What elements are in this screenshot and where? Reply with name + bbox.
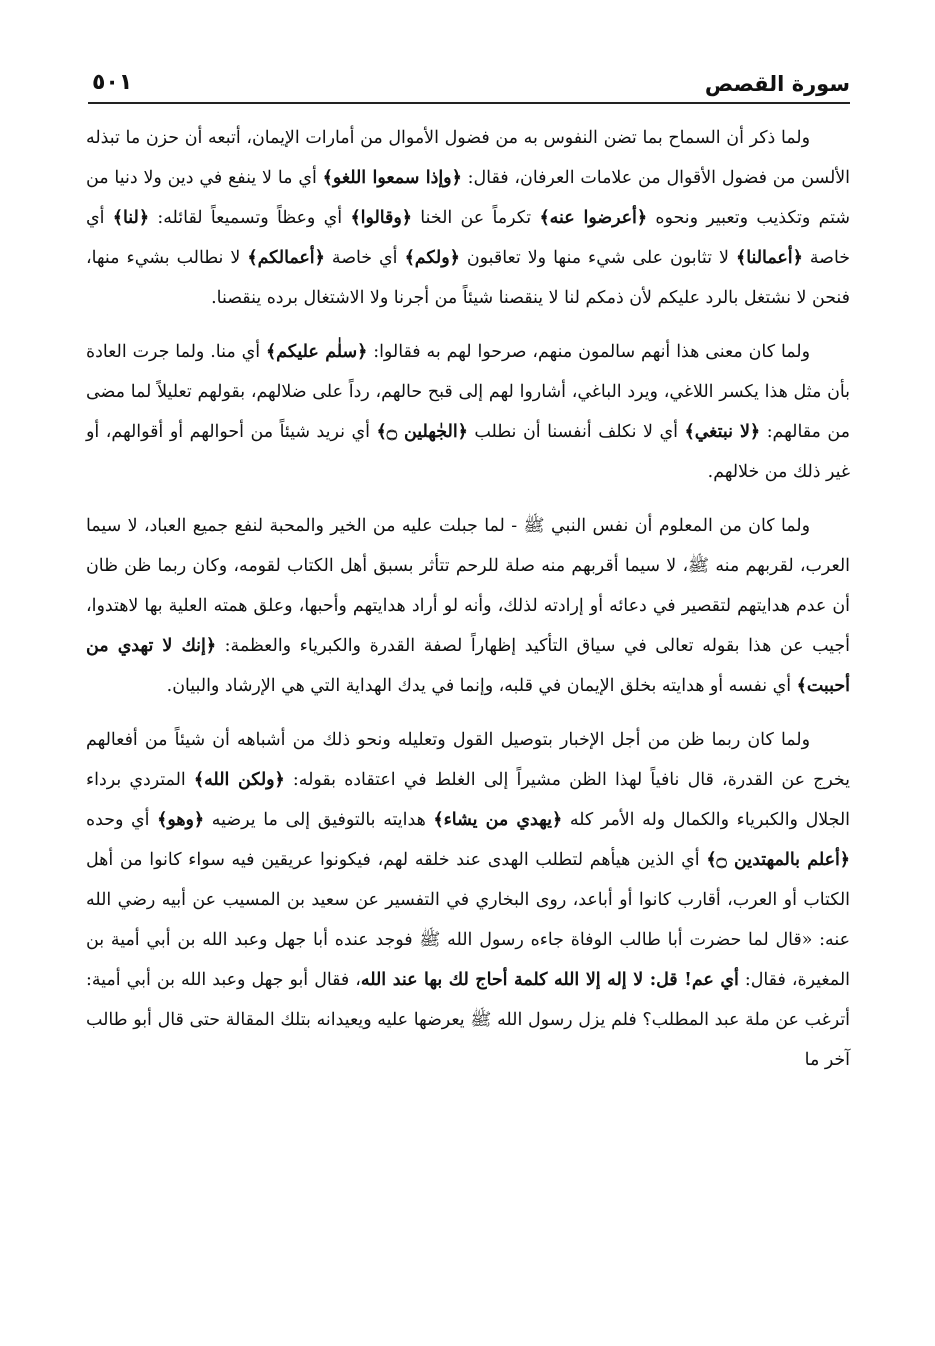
quran-quote: ﴿إنك لا تهدي من أحببت﴾ xyxy=(86,636,850,696)
quran-quote: ﴿لا نبتغي﴾ xyxy=(684,422,761,442)
paragraph xyxy=(86,506,850,706)
quran-quote: ﴿أعمالنا﴾ xyxy=(736,248,803,268)
text-segment: لا نطالب بشيء منها، فنحن لا نشتغل بالرد عليكم لأن ذمكم لنا لا ينقصنا شيئاً من أجرنا ولا الاشتغال برده ينقصنا. xyxy=(86,248,850,308)
quran-quote: ﴿أعمالكم﴾ xyxy=(247,248,325,268)
text-segment: أي نريد شيئاً من أحوالهم أو أقوالهم، أو غير ذلك من خلالهم. xyxy=(86,422,850,482)
text-segment: ولما كان ربما ظن من أجل الإخبار بتوصيل القول وتعليله ونحو ذلك من أشباهه أن شيئاً من أفعالهم يخرج عن القدرة، قال نافياً لهذا الظن مشيراً إلى الغلط في اعتقاده بقوله: xyxy=(86,730,850,790)
quran-quote: ﴿سلٰم عليكم﴾ xyxy=(265,342,368,362)
text-segment: تكرماً عن الخنا xyxy=(411,208,540,228)
text-segment: أي نفسه أو هدايته بخلق الإيمان في قلبه، وإنما في يدك الهداية التي هي الإرشاد والبيان. xyxy=(166,676,797,696)
text-segment: أي منا. ولما جرت العادة بأن مثل هذا يكسر اللاغي، ويرد الباغي، أشاروا لهم إلى قبح حالهم، رداً على ضلالهم، بقولهم تعليلاً لما مضى من مقالهم: xyxy=(86,342,850,442)
quran-quote: أي عم! قل: لا إله إلا الله كلمة أحاج لك بها عند الله xyxy=(360,970,739,990)
text-segment: أي ما لا ينفع في دين ولا دنيا من شتم وتكذيب وتعبير ونحوه xyxy=(86,168,850,228)
quran-quote: ﴿وقالوا﴾ xyxy=(350,208,412,228)
quran-quote: ﴿وإذا سمعوا اللغو﴾ xyxy=(322,168,462,188)
text-segment: ولما ذكر أن السماح بما تضن النفوس به من فضول الأموال من أمارات الإيمان، أتبعه أن حزن ما تبذله الألسن من فضول الأقوال من علامات العرفان، فقال: xyxy=(86,128,850,188)
paragraph xyxy=(86,118,850,318)
text-segment: أي وعظاً وتسميعاً لقائله: xyxy=(149,208,351,228)
quran-quote: ﴿الجٰهلين ۝﴾ xyxy=(376,422,468,442)
text-segment: هدايته بالتوفيق إلى ما يرضيه xyxy=(204,810,434,830)
text-segment: أي وحده xyxy=(86,810,158,830)
text-segment: أي خاصة xyxy=(324,248,405,268)
paragraph xyxy=(86,332,850,492)
page-body xyxy=(86,118,850,1094)
text-segment: أي خاصة xyxy=(86,208,850,268)
quran-quote: ﴿أعلم بالمهتدين ۝﴾ xyxy=(706,850,850,870)
text-segment: ، فقال أبو جهل وعبد الله بن أبي أمية: أترغب عن ملة عبد المطلب؟ فلم يزل رسول الله ﷺ يعرضها عليه ويعيدانه بتلك المقالة حتى قال أبو طالب آخر ما xyxy=(86,970,850,1070)
quran-quote: ﴿لنا﴾ xyxy=(112,208,150,228)
page-number: ٥٠١ xyxy=(92,70,133,95)
quran-quote: ﴿ولكم﴾ xyxy=(404,248,460,268)
text-segment: ولما كان من المعلوم أن نفس النبي ﷺ - لما جبلت عليه من الخير والمحبة لنفع جميع العباد، لا سيما العرب، لقربهم منه ﷺ، لا سيما أقربهم منه صلة للرحم تتأثر بسبق أهل الكتاب لقومه، وكان ربما ظن ظان أن عدم هدايتهم لتقصير في دعائه أو إرادته لذلك، وأنه لو أراد هدايتهم وأحبها، وعلق همته العلية بها لاهتدوا، أجيب عن هذا بقوله تعالى في سياق التأكيد إظهاراً لصفة القدرة والكبرياء والعظمة: xyxy=(86,516,850,656)
quran-quote: ﴿أعرضوا عنه﴾ xyxy=(539,208,648,228)
text-segment: أي الذين هيأهم لتطلب الهدى عند خلقه لهم، فيكونوا عريقين فيه سواء كانوا من أهل الكتاب أو العرب، أقارب كانوا أو أباعد، روى البخاري في التفسير عن سعيد بن المسيب عن أبيه رضي الله عنه: «قال لما حضرت أبا طالب الوفاة جاءه رسول الله ﷺ فوجد عنده أبا جهل وعبد الله بن أبي أمية بن المغيرة، فقال: xyxy=(86,850,850,990)
paragraph xyxy=(86,720,850,1080)
page-header xyxy=(88,58,850,104)
quran-quote: ﴿ولكن الله﴾ xyxy=(193,770,285,790)
quran-quote: ﴿وهو﴾ xyxy=(157,810,205,830)
text-segment: المتردي برداء الجلال والكبرياء والكمال وله الأمر كله xyxy=(86,770,850,830)
quran-quote: ﴿يهدي من يشاء﴾ xyxy=(433,810,563,830)
text-segment: ولما كان معنى هذا أنهم سالمون منهم، صرحوا لهم به فقالوا: xyxy=(367,342,810,362)
text-segment: أي لا نكلف أنفسنا أن نطلب xyxy=(467,422,685,442)
text-segment: لا تثابون على شيء منها ولا تعاقبون xyxy=(459,248,737,268)
surah-title: سورة القصص xyxy=(704,72,850,96)
